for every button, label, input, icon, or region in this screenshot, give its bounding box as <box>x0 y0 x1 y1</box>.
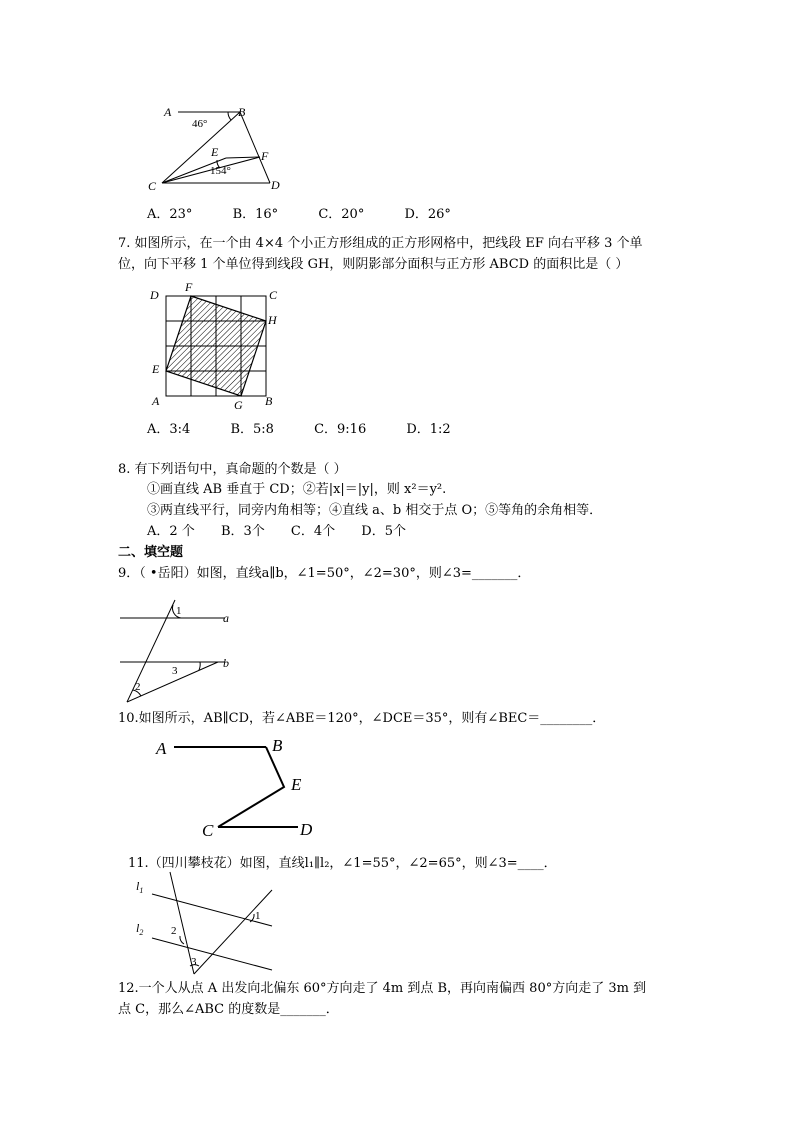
q7-grid-figure <box>145 283 290 413</box>
section-title-fill-in: 二、填空题 <box>118 545 184 560</box>
q6-figure <box>140 100 290 195</box>
q8-option-b[interactable]: B．3个 <box>220 524 265 539</box>
q8-statement-line2: ③两直线平行，同旁内角相等；④直线 a、b 相交于点 O；⑤等角的余角相等． <box>147 503 603 518</box>
q10-label-c: C <box>202 821 214 840</box>
q8-statement-line1: ①画直线 AB 垂直于 CD；②若|x|＝|y|，则 x²＝y². <box>147 482 447 497</box>
q6-label-c: C <box>148 179 157 193</box>
q7-stem-line2: 位，向下平移 1 个单位得到线段 GH，则阴影部分面积与正方形 ABCD 的面积比是（ ） <box>118 257 629 272</box>
q7-options <box>147 422 487 438</box>
q6-option-a[interactable]: A．23° <box>147 207 193 222</box>
q8-option-c[interactable]: C．4个 <box>290 524 336 539</box>
q6-label-b: B <box>238 105 246 119</box>
q6-angle-154: 154° <box>210 165 231 177</box>
q7-option-a[interactable]: A．3:4 <box>147 422 191 437</box>
q6-angle-46: 46° <box>192 118 208 130</box>
q9-angle-1: 1 <box>176 605 182 617</box>
q6-label-e: E <box>211 145 219 159</box>
q11-angle-2: 2 <box>171 925 177 937</box>
q11-figure <box>130 870 280 975</box>
q9-stem: 9．（ •岳阳）如图，直线a∥b，∠1=50°，∠2=30°，则∠3=_______． <box>118 566 531 581</box>
q7-option-b[interactable]: B．5:8 <box>230 422 274 437</box>
q10-label-e: E <box>291 775 302 794</box>
q7-label-d: D <box>150 288 159 302</box>
q7-stem-line1: 7. 如图所示，在一个由 4×4 个小正方形组成的正方形网格中，把线段 EF 向右平移 3 个单 <box>118 236 643 251</box>
q8-options <box>147 524 428 540</box>
q6-option-d[interactable]: D．26° <box>404 207 451 222</box>
q11-line-l1: $l_1$ <box>136 879 144 895</box>
q7-label-e: E <box>152 362 160 376</box>
q11-angle-1: 1 <box>255 910 261 922</box>
q7-label-b: B <box>265 394 273 408</box>
q7-label-g: G <box>234 398 243 412</box>
q7-label-c: C <box>269 288 278 302</box>
q12-stem-line1: 12.一个人从点 A 出发向北偏东 60°方向走了 4m 到点 B，再向南偏西 80°方向走了 3m 到 <box>118 981 647 996</box>
q11-stem: 11.（四川攀枝花）如图，直线l₁∥l₂，∠1=55°，∠2=65°，则∠3=____． <box>128 856 557 871</box>
q6-option-b[interactable]: B．16° <box>232 207 279 222</box>
q10-figure <box>150 733 330 843</box>
q9-line-a: a <box>223 611 229 625</box>
q6-label-f: F <box>261 149 269 163</box>
q6-label-a: A <box>164 105 172 119</box>
q9-figure <box>115 598 245 708</box>
q8-option-a[interactable]: A．2 个 <box>147 524 195 539</box>
q7-option-c[interactable]: C．9:16 <box>314 422 367 437</box>
q12-stem-line2: 点 C，那么∠ABC 的度数是_______． <box>118 1002 339 1017</box>
q9-angle-2: 2 <box>135 681 141 693</box>
q8-stem: 8. 有下列语句中，真命题的个数是（ ） <box>118 462 347 477</box>
q10-label-b: B <box>272 736 283 755</box>
q7-option-d[interactable]: D．1:2 <box>406 422 451 437</box>
q10-label-d: D <box>300 820 313 839</box>
q9-angle-3: 3 <box>172 665 178 677</box>
q7-label-h: H <box>268 313 277 327</box>
q11-angle-3: 3 <box>191 956 197 968</box>
q8-option-d[interactable]: D．5个 <box>361 524 406 539</box>
q7-label-f: F <box>185 283 193 294</box>
q9-line-b: b <box>223 656 229 670</box>
q10-stem: 10.如图所示，AB∥CD，若∠ABE＝120°，∠DCE＝35°，则有∠BEC＝________． <box>118 711 606 726</box>
q10-label-a: A <box>156 739 167 758</box>
q6-label-d: D <box>271 178 280 192</box>
q11-line-l2: $l_2$ <box>136 921 144 937</box>
q6-option-c[interactable]: C．20° <box>318 207 365 222</box>
q6-options <box>147 207 487 223</box>
q7-label-a: A <box>152 394 160 408</box>
